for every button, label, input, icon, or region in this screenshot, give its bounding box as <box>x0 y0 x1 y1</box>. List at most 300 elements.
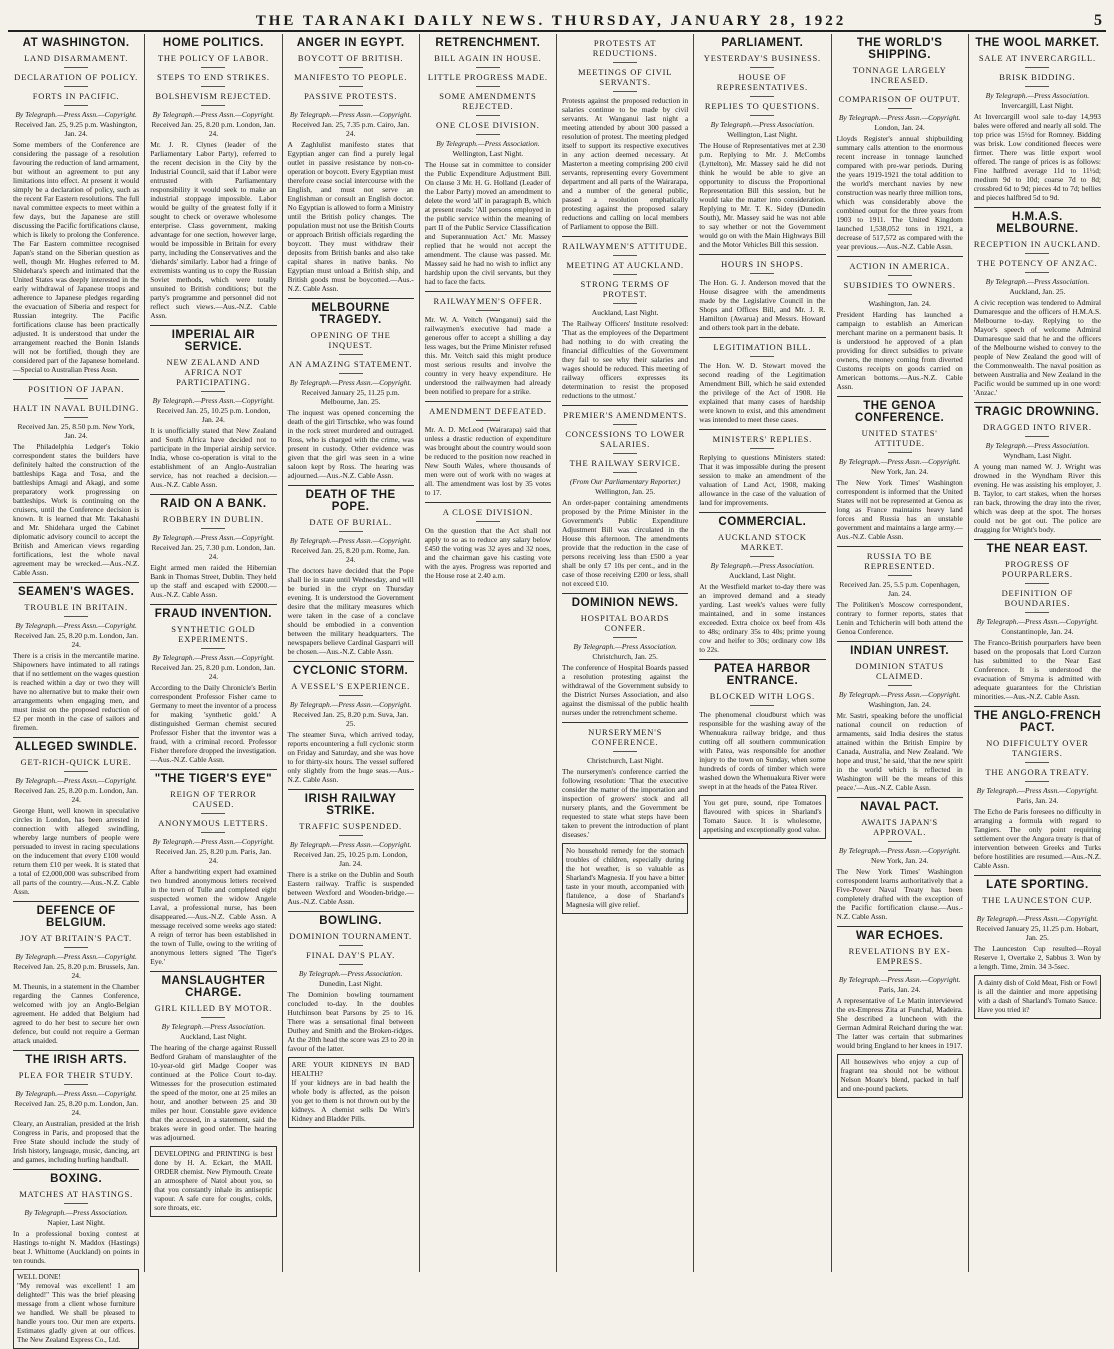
article <box>974 207 1101 397</box>
advertisement-title: WELL DONE! <box>17 1273 61 1281</box>
article-subheading: REVELATIONS BY EX-EMPRESS. <box>837 946 963 971</box>
article <box>699 37 825 249</box>
article-dateline: Constantinople, Jan. 24. <box>1001 627 1074 636</box>
article-headline: THE WOOL MARKET. <box>975 37 1100 49</box>
article <box>150 494 276 599</box>
article <box>13 1050 139 1164</box>
article-divider <box>150 769 276 770</box>
article-subheading: THE RAILWAY SERVICE. <box>562 458 688 473</box>
column-4 <box>420 34 557 1272</box>
column-7 <box>832 34 969 1272</box>
article <box>562 38 688 231</box>
article-credit: By Telegraph.—Press Assn.—Copyright. <box>976 786 1099 795</box>
advertisement <box>562 843 688 914</box>
article-headline: PATEA HARBOR ENTRANCE. <box>714 663 811 687</box>
article-body: A Zaghlulist manifesto states that Egyptian anger can find a purely legal outlet in passive resistance by non-co-operation or boycott. Every Egyptian must therefore cease social intercourse with the English, and must not serve an Englishman or consult an English doctor. No Egyptian is allowed to form a Ministry until the British policy changes. The population must not use the British Courts or approach British officials regarding the boycott. They must withdraw their deposits from British banks and also take capital shares in native banks. No Egyptian must unload a British ship, and British goods must be boycotted.—Aus.-N.Z. Cable Assn. <box>287 140 414 293</box>
article-subheading: PROGRESS OF POURPARLERS. <box>974 559 1101 584</box>
article-body: George Hunt, well known in speculative circles in London, has been arrested in connection with alleged swindling, whereby large numbers of people were persuaded to invest in racing speculations on the inducement that every £100 would return them £10 per week. It is stated that a total of £2,000,000 was subscribed from all parts of the country.—Aus.-N.Z. Cable Assn. <box>13 806 140 896</box>
advertisement-text: DEVELOPING and PRINTING is best done by H. A. Eckart, the MAIL ORDER chemist. New Plymouth. Create an atmosphere of Natol about you, so that you constantly inhale its antiseptic vapour. A safe cure for coughs, colds, sore throats, etc. <box>154 1150 273 1212</box>
article-body: The phenomenal cloudburst which was responsible for the washing away of the Whenuakura railway bridge, and thus cutting off all southern communication with Patea, was responsible for another injury to the town on Sunday, when some hundreds of cords of timber which were washed down the Whenuakura River were swept in at the heads of the Patea River. <box>699 710 826 791</box>
article <box>150 37 276 320</box>
article-dateline: Auckland, Jan. 25. <box>1009 287 1066 296</box>
article-subheading: BRISK BIDDING. <box>974 72 1101 87</box>
article-subheading: MANIFESTO TO PEOPLE. <box>288 72 414 87</box>
article-body: The New York Times' Washington correspondent is informed that the United States will not be represented at Genoa as long as France maintains heavy land forces and Russia has an unstable government and maintains a large army.—Aus.-N.Z. Cable Assn. <box>836 478 963 541</box>
article-subheading: DRAGGED INTO RIVER. <box>974 422 1101 437</box>
article-dateline: Wellington, Last Night. <box>452 149 524 158</box>
article-divider <box>288 661 414 662</box>
article-credit: By Telegraph.—Press Assn.—Copyright. <box>15 621 137 630</box>
article-subheading: BILL AGAIN IN HOUSE. <box>425 53 551 68</box>
article <box>837 37 963 251</box>
article-credit: By Telegraph.—Press Association. <box>436 139 540 148</box>
advertisement-text: "My removal was excellent! I am delighted!" This was the brief pleasing message from a client whose furniture we handled. We shall be pleased to handle yours too. Our men are experts. Estimates gladly given at our offices. The New Zealand Express Co., Ltd. <box>17 1282 136 1344</box>
article-body: Eight armed men raided the Hibernian Bank in Thomas Street, Dublin. They held up the staff and escaped with £2000.—Aus.-N.Z. Cable Assn. <box>150 563 277 599</box>
article-body: The steamer Suva, which arrived today, reports encountering a full cyclonic storm on Friday and Saturday, and she was hove to for thirty-six hours. The vessel suffered only slightly from the huge seas.—Aus.-N.Z. Cable Assn. <box>287 730 414 784</box>
article-subheading: CONCESSIONS TO LOWER SALARIES. <box>562 429 688 454</box>
article <box>288 911 414 1053</box>
article-credit: By Telegraph.—Press Assn.—Copyright. <box>838 975 961 984</box>
article <box>288 298 414 480</box>
article-divider <box>974 402 1101 403</box>
article-divider <box>13 737 139 738</box>
article-body: An order-paper containing amendments proposed by the Prime Minister in the Government's Public Expenditure Adjustment Bill was circulated in the House this afternoon. The amendments provide that the reduction in the case of persons receiving less than £500 a year shall be only £7 10s per cent., and in the case of those receiving £200 or less, shall not exceed £10. <box>562 498 689 588</box>
article-body: The House sat in committee to consider the Public Expenditure Adjustment Bill. On clause 3 Mr. H. G. Holland (Leader of the Labor Party) moved an amendment to delete the word 'all' in paragraph B, which at present reads: 'All persons employed in the public service within the meaning of part II of the Public Service Classification and Superannuation Act.' Mr. Massey replied that he would not accept the amendment. The clause was passed. Mr. Massey said he had no wish to inflict any hardship upon the civil servants, but they had to face the facts. <box>424 160 551 286</box>
article <box>837 546 963 636</box>
article-credit: By Telegraph.—Press Assn.—Copyright. <box>289 378 412 387</box>
article-dateline: Received Jan. 25, 8.20 p.m. Paris, Jan. 24. <box>155 847 272 865</box>
article-subheading: HALT IN NAVAL BUILDING. <box>13 403 139 418</box>
article-subheading: MATCHES AT HASTINGS. <box>13 1189 139 1204</box>
article-headline: PARLIAMENT. <box>721 37 804 49</box>
article-dateline: Auckland, Last Night. <box>729 571 796 580</box>
article-divider <box>974 706 1101 707</box>
column-3 <box>283 34 420 1272</box>
article-headline: IMPERIAL AIR SERVICE. <box>171 329 256 353</box>
article-dateline: Napier, Last Night. <box>47 1218 105 1227</box>
article-divider <box>562 236 688 237</box>
article-dateline: Auckland, Last Night. <box>180 1032 247 1041</box>
article-subheading: MEETINGS OF CIVIL SERVANTS. <box>562 67 688 92</box>
advertisement <box>699 795 825 839</box>
article-body: Protests against the proposed reduction in salaries continue to be made by civil servants. At Wanganui last night a meeting attended by about 300 passed a resolution of protest. The meeting pledged itself to support its respective executives in any action deemed necessary. At Masterton a meeting comprising 200 civil servants, representing every Government department and all parts of the Wairarapa, and a number of the general public, passed a resolution emphatically protesting against the proposed salary reductions and calling on local members of Parliament to oppose the Bill. <box>562 96 689 231</box>
article-headline: H.M.A.S. MELBOURNE. <box>996 211 1079 235</box>
article-dateline: Received Jan. 25, 10.25 p.m. London, Jan. 24. <box>293 850 408 868</box>
article <box>562 722 688 839</box>
article-subheading: THE ANGORA TREATY. <box>974 767 1101 782</box>
article-subheading: RAILWAYMEN'S ATTITUDE. <box>562 241 688 256</box>
article-body: A civic reception was tendered to Admiral Dumaresque and the officers of H.M.A.S. Melbourne to-day. Replying to the Mayor's speech of welcome Admiral Dumaresque said that he and the officers of the Melbourne wished to convey to the people of New Zealand the good will of the Commonwealth. The naval position as between Australia and New Zealand in the Pacific would be summed up in one word: 'Anzac.' <box>973 298 1101 397</box>
article <box>699 659 825 791</box>
article-credit: By Telegraph.—Press Assn.—Copyright. <box>838 846 961 855</box>
article-body: At the Westfield market to-day there was an improved demand and a steady yarding. Last week's values were fully maintained, and in some instances exceeded. Extra choice ox beef from 43s to 48s; ordinary 35s to 40s; prime young cow and heifer to 30s; ordinary cow 18s to 22s. <box>699 582 826 654</box>
article-divider <box>425 401 551 402</box>
article-dateline: Received Jan. 25, 8.20 p.m. Suva, Jan. 25. <box>292 710 409 728</box>
article <box>425 291 551 396</box>
article-divider <box>288 485 414 486</box>
article-body: Some members of the Conference are considering the passage of a resolution favouring the reduction of land armament, but without an agreement to put any limitations into effect. At present it would simply be a declaration of policy, such as the recent Far Eastern resolutions. The full naval committee expects to meet within a few days, but the Japanese are still discussing the Pacific fortifications clause, which is likely to prolong the Conference. The Far Eastern committee recognised Japan's stand on the Siberian question as well, though Mr. Hughes referred to M. Shidehara's speech and intimated that the United States was deeply interested in the early withdrawal of Japanese troops and adherence to Japanese pledges regarding the evacuation of Siberia and respect for Russian integrity. The Pacific fortifications clause has been practically adjusted. It is understood that under the arrangement reached the Bonin Islands will not be fortified, though they are considered part of the Japanese homeland.—Special to Australian Press Assn. <box>13 140 140 374</box>
advertisement <box>13 1269 139 1349</box>
article-body: Mr. J. R. Clynes (leader of the Parliamentary Labor Party), referred to the recent decision in the City by the Industrial Council, said that if Labor were entrusted with Parliamentary responsibility it would seek to make an industrial stoppage impossible. Labor would be guilty of the greatest folly if it sought to check or overawe wholesome enterprise. Class government, making advantage for one section, however large, would be impossible in Britain for every party, including the Conservatives and the 'diehards' similarly. Labor had a fringe of extremists wanting us to copy the Russian Soviet methods, which were totally unsuited to British conditions; but the party's programme and personnel did not reflect such views.—Aus.-N.Z. Cable Assn. <box>150 140 277 320</box>
article-body: Mr. Sastri, speaking before the unofficial national council on reduction of armaments, said India desires the status attained within the British Empire by Canada, Australia, and New Zealand. 'We hope and trust,' he said, 'that the new spirit in the world which is reflected in Washington will be the means of this peace.'—Aus.-N.Z. Cable Assn. <box>836 711 963 792</box>
article-body: The Railway Officers' Institute resolved: 'That as the employees of the Department had nothing to do with creating the financial difficulties of the Government they fail to see why their salaries and wages should be reduced. This meeting of railway officers expresses its determination to resist the proposed reductions to the utmost.' <box>562 319 689 400</box>
article-subheading: STRONG TERMS OF PROTEST. <box>562 279 688 304</box>
article-subheading: RECEPTION IN AUCKLAND. <box>974 239 1101 254</box>
article-body: The Launceston Cup resulted—Royal Reserve 1, Overtake 2, Sabbus 3. Won by a length. Time, 2min. 34 3-5sec. <box>973 944 1101 971</box>
article-credit: By Telegraph.—Press Assn.—Copyright. <box>838 457 961 466</box>
article-headline: THE WORLD'S SHIPPING. <box>856 37 943 61</box>
article-dateline: Wyndham, Last Night. <box>1003 451 1072 460</box>
article-divider <box>837 797 963 798</box>
article-divider <box>13 379 139 380</box>
article-subheading: NO DIFFICULTY OVER TANGIERS. <box>974 738 1101 763</box>
article-divider <box>837 546 963 547</box>
article-dateline: Received Jan. 25, 8.20 p.m. London, Jan. 24. <box>14 1099 139 1117</box>
article-headline: CYCLONIC STORM. <box>292 665 409 677</box>
article-subheading: RUSSIA TO BE REPRESENTED. <box>837 551 963 576</box>
article-subheading: DOMINION STATUS CLAIMED. <box>837 661 963 686</box>
article-subheading: ANONYMOUS LETTERS. <box>150 818 276 833</box>
article-headline: WAR ECHOES. <box>855 930 944 942</box>
article-divider <box>288 911 414 912</box>
article-credit: By Telegraph.—Press Association. <box>710 120 815 129</box>
article-body: The nurserymen's conference carried the following resolution: 'That the executive consider the matter of the importation and inspection of growers' stock and all nursery plants, and the Government be requested to state what steps have been taken to prevent the introduction of plant diseases.' <box>562 767 689 839</box>
article-subheading: MINISTERS' REPLIES. <box>699 434 825 449</box>
article-dateline: Washington, Jan. 24. <box>868 299 931 308</box>
article-dateline: New York, Jan. 24. <box>870 856 929 865</box>
article-headline: COMMERCIAL. <box>718 516 807 528</box>
article-subheading: UNITED STATES' ATTITUDE. <box>837 428 963 453</box>
advertisement-text: A dainty dish of Cold Meat, Fish or Fowl is all the daintier and more appetising with a dash of Sharland's Tomato Sauce. Have you tried it? <box>977 979 1097 1014</box>
article-headline: SEAMEN'S WAGES. <box>17 586 135 598</box>
article-subheading: A CLOSE DIVISION. <box>425 507 551 522</box>
article-dateline: Received Jan. 25, 7.30 p.m. London, Jan. 24. <box>151 543 276 561</box>
article-dateline: Wellington, Last Night. <box>727 130 798 139</box>
article-subheading: LEGITIMATION BILL. <box>699 342 825 357</box>
article-subheading: BLOCKED WITH LOGS. <box>699 691 825 706</box>
article-headline: ANGER IN EGYPT. <box>296 37 405 49</box>
article <box>699 429 825 507</box>
article-divider <box>699 659 825 660</box>
article-body: It is unofficially stated that New Zealand and South Africa have decided not to participate in the Imperial airship service. India, whose co-operation is vital to the establishment of an Anglo-Australian service, has not reached a decision.—Aus.-N.Z. Cable Assn. <box>150 426 277 489</box>
article-credit: By Telegraph.—Press Assn.—Copyright. <box>15 952 137 961</box>
article-dateline: Received Jan. 25, 9.25 p.m. Washington, Jan. 24. <box>14 120 138 138</box>
article-subheading: ONE CLOSE DIVISION. <box>425 120 551 135</box>
article <box>837 926 963 1050</box>
article-body: There is a crisis in the mercantile marine. Shipowners have intimated to all ratings that if no settlement on the wages question is reached within a day or two they will have no alternative but to make their own arrangements when engaging men, and must insist on the proposed reduction of £2 per month in the case of sailors and firemen. <box>13 651 140 732</box>
article-subheading: AMENDMENT DEFEATED. <box>425 406 551 421</box>
article-credit: By Telegraph.—Press Assn.—Copyright. <box>289 536 412 545</box>
masthead <box>8 2 1106 32</box>
article-subheading: OPENING OF THE INQUEST. <box>288 330 414 355</box>
article-body: Replying to questions Ministers stated: That it was impossible during the present session to make an amendment of the valuation of Land Act, 1908, making allowance in the case of the valuation of land for improvements. <box>699 453 826 507</box>
page-number: 5 <box>1094 12 1102 29</box>
column-8 <box>969 34 1106 1272</box>
article-subheading: ROBBERY IN DUBLIN. <box>150 514 276 529</box>
article <box>837 396 963 541</box>
article <box>13 1169 139 1265</box>
newspaper-columns <box>8 34 1106 1344</box>
article-subheading: FINAL DAY'S PLAY. <box>288 950 414 965</box>
article-subheading: TROUBLE IN BRITAIN. <box>13 602 139 617</box>
article-divider <box>425 291 551 292</box>
article-dateline: Received Jan. 25, 8.20 p.m. London, Jan. 24. <box>14 631 139 649</box>
article-headline: ALLEGED SWINDLE. <box>14 741 138 753</box>
article-body: The Philadelphia Ledger's Tokio correspondent states the builders have definitely halted the construction of the battleships Kaga and Tosa, and the battleships Amagi and Akagi, and some preparatory work progressing on battleships. Work is continuing on the cruisers, until the Conference decision is known. It is learned that Mr. Takahashi and Mr. Shidehara urged the Cabinet diplomatic advisory council to accept the British and American views regarding fortifications, lest the whole naval agreement may be wrecked.—Aus.-N.Z. Cable Assn. <box>13 442 140 577</box>
article-subheading: BOLSHEVISM REJECTED. <box>150 91 276 106</box>
advertisement-text: All housewives who enjoy a cup of fragrant tea should not be without Nelson Moate's blend, packed in half and one-pound packets. <box>840 1058 959 1093</box>
article <box>288 485 414 656</box>
article-subheading: TONNAGE LARGELY INCREASED. <box>837 65 963 90</box>
article-divider <box>699 254 825 255</box>
article-subheading: JOY AT BRITAIN'S PACT. <box>13 933 139 948</box>
article-divider <box>837 396 963 397</box>
article <box>837 797 963 921</box>
article-subheading: AWAITS JAPAN'S APPROVAL. <box>837 817 963 842</box>
article-subheading: DECLARATION OF POLICY. <box>13 72 139 87</box>
article <box>974 37 1101 202</box>
article-divider <box>837 926 963 927</box>
article-divider <box>562 593 688 594</box>
article-body: In a professional boxing contest at Hastings to-night N. Maddox (Hastings) beat J. Whittome (Auckland) on points in ten rounds. <box>13 1229 140 1265</box>
article-body: President Harding has launched a campaign to establish an American merchant marine on a permanent basis. It is understood he approved of a plan providing for direct subsidies to private owners, the money coming from diverted Customs receipts on goods carried on American bottoms.—Aus.-N.Z. Cable Assn. <box>836 310 963 391</box>
article <box>974 706 1101 870</box>
article-headline: THE GENOA CONFERENCE. <box>855 400 945 424</box>
advertisement <box>974 975 1101 1019</box>
article-subheading: NEW ZEALAND AND AFRICA NOT PARTICIPATING. <box>150 357 276 392</box>
article-dateline: London, Jan. 24. <box>874 123 925 132</box>
article-credit: By Telegraph.—Press Assn.—Copyright. <box>289 840 412 849</box>
article-subheading: SALE AT INVERCARGILL. <box>974 53 1101 68</box>
article-body: Mr. W. A. Veitch (Wanganui) said the railwaymen's executive had made a generous offer to accept a shilling a day less wages, but the Prime Minister refused this. Mr. Veitch said this might produce most serious results and involve the country in very heavy expenditure. He understood the railwaymen had already been notified to prepare for a strike. <box>424 315 551 396</box>
article-subheading: THE LAUNCESTON CUP. <box>974 895 1101 910</box>
article-dateline: Received January 25, 11.25 p.m. Hobart, Jan. 25. <box>976 924 1099 942</box>
article-subheading: REIGN OF TERROR CAUSED. <box>150 789 276 814</box>
article-dateline: Received Jan. 25, 10.25 p.m. London, Jan. 24. <box>156 406 271 424</box>
article-headline: INDIAN UNREST. <box>850 645 950 657</box>
article <box>13 582 139 732</box>
article-credit: By Telegraph.—Press Association. <box>298 969 403 978</box>
article-subheading: DEFINITION OF BOUNDARIES. <box>974 588 1101 613</box>
article-subheading: HOUSE OF REPRESENTATIVES. <box>699 72 825 97</box>
article-dateline: Received Jan. 25, 7.35 p.m. Cairo, Jan. 24. <box>291 120 410 138</box>
article-dateline: Wellington, Jan. 25. <box>595 487 656 496</box>
article-subheading: YESTERDAY'S BUSINESS. <box>699 53 825 68</box>
article <box>13 37 139 374</box>
article-body: The New York Times' Washington correspondent learns authoritatively that a Five-Power Naval Treaty has been completely drafted with the exception of the Pacific fortification clause.—Aus.-N.Z. Cable Assn. <box>836 867 963 921</box>
article-body: M. Theunis, in a statement in the Chamber regarding the Cannes Conference, welcomed with joy an Anglo-Belgian agreement. He added that Belgium had agreed to do her best to secure her own defence, but could not require a German attack unaided. <box>13 982 140 1045</box>
column-1 <box>8 34 145 1344</box>
article-credit: By Telegraph.—Press Association. <box>573 642 677 651</box>
article-divider <box>288 298 414 299</box>
advertisement <box>837 1054 963 1098</box>
advertisement <box>150 1146 276 1217</box>
article <box>562 236 688 400</box>
article <box>13 737 139 896</box>
article-credit: By Telegraph.—Press Association. <box>985 91 1090 100</box>
article-subheading: THE POLICY OF LABOR. <box>150 53 276 68</box>
article-headline: MELBOURNE TRAGEDY. <box>311 302 390 326</box>
article-dateline: Christchurch, Jan. 25. <box>592 652 658 661</box>
article-subheading: FORTS IN PACIFIC. <box>13 91 139 106</box>
article-headline: HOME POLITICS. <box>162 37 264 49</box>
article-body: A young man named W. J. Wright was drowned in the Wyndham River this evening. He was assisting his employer, J. B. Taylor, to cart stakes, when the horses ran back, throwing the dray into the river, which was deep at the spot. The horses could not be got out. The police are dragging for Wright's body. <box>973 462 1101 534</box>
article-divider <box>974 207 1101 208</box>
article-divider <box>837 641 963 642</box>
advertisement <box>288 1057 414 1128</box>
article-divider <box>13 1050 139 1051</box>
article-body: There is a strike on the Dublin and South Eastern railway. Traffic is suspended between Wexford and Wooden-bridge.—Aus.-N.Z. Cable Assn. <box>287 870 414 906</box>
article <box>150 604 276 764</box>
article-credit: By Telegraph.—Press Assn.—Copyright. <box>976 914 1099 923</box>
article-subheading: AN AMAZING STATEMENT. <box>288 359 414 374</box>
article-headline: AT WASHINGTON. <box>22 37 130 49</box>
article-headline: RETRENCHMENT. <box>435 37 541 49</box>
column-5 <box>557 34 694 1272</box>
article-subheading: TRAFFIC SUSPENDED. <box>288 821 414 836</box>
article <box>13 379 139 577</box>
article-body: According to the Daily Chronicle's Berlin correspondent Professor Fisher came to Germany to meet the inventor of a process for making 'synthetic gold.' A distinguished German chemist secured Professor Fisher that the inventor was a fraud, with a criminal record. Professor Fisher therefore dropped the investigation.—Aus.-N.Z. Cable Assn. <box>150 683 277 764</box>
article-credit: By Telegraph.—Press Assn.—Copyright. <box>289 110 412 119</box>
article-subheading: NURSERYMEN'S CONFERENCE. <box>562 727 688 752</box>
article-credit: By Telegraph.—Press Assn.—Copyright. <box>152 533 275 542</box>
article-headline: IRISH RAILWAY STRIKE. <box>304 793 397 817</box>
article-subheading: DOMINION TOURNAMENT. <box>288 931 414 946</box>
advertisement-title: ARE YOUR KIDNEYS IN BAD HEALTH? <box>291 1061 410 1078</box>
article-dateline: Paris, Jan. 24. <box>878 985 921 994</box>
article-headline: DOMINION NEWS. <box>571 597 679 609</box>
article-credit: By Telegraph.—Press Association. <box>161 1022 266 1031</box>
article <box>699 254 825 332</box>
article <box>13 901 139 1045</box>
article-body: The hearing of the charge against Russell Bedford Graham of manslaughter of the 10-year-old girl Madge Cooper was continued at the Police Court to-day. Witnesses for the prosecution estimated the speed of the motor, one at 25 miles an hour, and another between 25 and 30 miles per hour. Constable gave evidence that the accused, in a statement, said the brakes were in good order. The hearing was adjourned. <box>150 1043 277 1142</box>
article <box>837 641 963 792</box>
article-credit: By Telegraph.—Press Association. <box>985 441 1090 450</box>
article-body: The conference of Hospital Boards passed a resolution protesting against the withdrawal of the Government subsidy to the District Nurses Association, and also against the dismissal of the public health nurses under the retrenchment scheme. <box>562 663 689 717</box>
article-headline: THE IRISH ARTS. <box>25 1054 127 1066</box>
article-divider <box>562 405 688 406</box>
article-divider <box>974 539 1101 540</box>
article <box>562 593 688 717</box>
article-headline: DEFENCE OF BELGIUM. <box>36 905 116 929</box>
article <box>425 401 551 497</box>
article-subheading: AUCKLAND STOCK MARKET. <box>699 532 825 557</box>
article-dateline: New York, Jan. 24. <box>870 467 929 476</box>
article-subheading: A VESSEL'S EXPERIENCE. <box>288 681 414 696</box>
article-subheading: REPLIES TO QUESTIONS. <box>699 101 825 116</box>
article-dateline: Received Jan. 25, 8.20 p.m. Brussels, Jan. 24. <box>13 962 140 980</box>
article-subheading: POSITION OF JAPAN. <box>13 384 139 399</box>
article-body: After a handwriting expert had examined two hundred anonymous letters received in the town of Tulle and completed eight suspected women the widow Angele Laval, a professional nurse, has been disappeared.—Aus.-N.Z. Cable Assn. A message received some weeks ago stated: A reign of terror has been established in the town of Tulle, owing to the writing of anonymous letters signed 'The Tiger's Eye.' <box>150 867 277 966</box>
article-dateline: Washington, Jan. 24. <box>868 700 931 709</box>
article-headline: DEATH OF THE POPE. <box>305 489 396 513</box>
article-credit: By Telegraph.—Press Assn.—Copyright. <box>152 396 275 405</box>
article-credit: By Telegraph.—Press Association. <box>710 561 815 570</box>
article-credit: By Telegraph.—Press Assn.—Copyright. <box>838 690 961 699</box>
article-body: The Dominion bowling tournament concluded to-day. In the doubles Hutchinson beat Parsons by 25 to 16. There was a sensational final between Duthey and Smith and the Broken-ridges. At the 20th head the score was 23 to 20 in favour of the latter. <box>287 990 414 1053</box>
article-divider <box>150 325 276 326</box>
article-divider <box>699 337 825 338</box>
article <box>150 769 276 966</box>
article-body: The House of Representatives met at 2.30 p.m. Replying to Mr. J. McCombs (Lyttelton), Mr. Massey said he did not think he would be able to give an opportunity to discuss the Proportional Representation Bill this session, but he would take the matter into consideration. Replying to Mr. T. K. Sidey (Dunedin South), Mr. Massey said he was not able to say whether or not the Government would go on with the Main Highways Bill and the Motor Vehicles Bill this session. <box>699 141 826 249</box>
article-body: The Echo de Paris foresees no difficulty in arranging a formula with regard to Tangiers. The only point requiring settlement over the Angora treaty is that of intervention between Greeks and Turks before hostilities are resumed.—Aus.-N.Z. Cable Assn. <box>973 807 1101 870</box>
article-subheading: LITTLE PROGRESS MADE. <box>425 72 551 87</box>
article-headline: MANSLAUGHTER CHARGE. <box>161 975 266 999</box>
article-divider <box>562 722 688 723</box>
article-dateline: Auckland, Last Night. <box>591 308 659 317</box>
article-body: Cleary, an Australian, presided at the Irish Congress in Paris, and proposed that the Free State should include the study of Irish history, language, music, dancing, art and games, including hurling handball. <box>13 1119 140 1164</box>
article-headline: BOWLING. <box>319 915 383 927</box>
article-subheading: SUBSIDIES TO OWNERS. <box>837 280 963 295</box>
article-subheading: GET-RICH-QUICK LURE. <box>13 757 139 772</box>
article-subheading: COMPARISON OF OUTPUT. <box>837 94 963 109</box>
article-body: The Politiken's Moscow correspondent, contrary to former reports, states that Lenin and Tchicherin will both attend the Genoa Conference. <box>836 600 963 636</box>
article <box>288 789 414 906</box>
article-body: A representative of Le Matin interviewed the ex-Empress Zita at Funchal, Madeira. She described a luncheon with the German Admiral Reichard during the war. The latter was certain that submarines would bring England to her knees in 1917. <box>836 996 963 1050</box>
article-credit: By Telegraph.—Press Assn.—Copyright. <box>152 110 275 119</box>
article-dateline: Invercargill, Last Night. <box>1001 101 1074 110</box>
article <box>425 37 551 286</box>
article-subheading: HOURS IN SHOPS. <box>699 259 825 274</box>
article-headline: FRAUD INVENTION. <box>154 608 272 620</box>
article-divider <box>150 971 276 972</box>
article-body: The Hon. G. J. Anderson moved that the House disagree with the amendments made by the Legislative Council in the Shops and Offices Bill, and Mr. J. R. Hamilton (Awarua) and Messrs. Howard and others took part in the debate. <box>699 278 826 332</box>
article-credit: By Telegraph.—Press Assn.—Copyright. <box>15 776 137 785</box>
article-dateline: Received January 25, 11.25 p.m. Melbourne, Jan. 25. <box>301 388 400 406</box>
article-divider <box>13 582 139 583</box>
article-dateline: Received Jan. 25, 8.20 p.m. London, Jan. 24. <box>151 120 276 138</box>
article-subheading: PASSIVE PROTESTS. <box>288 91 414 106</box>
article-subheading: HOSPITAL BOARDS CONFER. <box>562 613 688 638</box>
article-headline: THE ANGLO-FRENCH PACT. <box>973 710 1101 734</box>
article-headline: LATE SPORTING. <box>986 879 1089 891</box>
newspaper-title: THE TARANAKI DAILY NEWS. THURSDAY, JANUARY 28, 1922 <box>255 13 847 29</box>
article-divider <box>699 512 825 513</box>
article-dateline: Received Jan. 25, 8.20 p.m. London, Jan. 24. <box>14 786 139 804</box>
article-headline: RAID ON A BANK. <box>160 498 267 510</box>
article-body: The Hon. W. D. Stewart moved the second reading of the Legitimation Amendment Bill, which he said extended the privilege of the Act of 1908. He explained that many cases of hardship were known to exist, and this amendment was intended to meet these cases. <box>699 361 826 424</box>
article-credit: (From Our Parliamentary Reporter.) <box>569 477 681 486</box>
article <box>288 37 414 293</box>
article-dateline: Received Jan. 25, 8.20 p.m. London, Jan. 24. <box>151 663 276 681</box>
article-subheading: ACTION IN AMERICA. <box>837 261 963 276</box>
article <box>562 405 688 588</box>
article-headline: TRAGIC DROWNING. <box>975 406 1100 418</box>
article-subheading: SOME AMENDMENTS REJECTED. <box>425 91 551 116</box>
article <box>288 661 414 784</box>
advertisement-text: No household remedy for the stomach troubles of children, especially during the hot weather, is so valuable as Sharland's Magnesia. If you have a bitter taste in your mouth, accompanied with flatulence, a dose of Sharland's Magnesia will give relief. <box>566 847 685 909</box>
article-subheading: LAND DISARMAMENT. <box>13 53 139 68</box>
article-subheading: PREMIER'S AMENDMENTS. <box>562 410 688 425</box>
article-subheading: RAILWAYMEN'S OFFER. <box>425 296 551 311</box>
advertisement-text: If your kidneys are in bad health the whole body is affected, as the poison you get to them is not thrown out by the kidneys. A chemist sells De Witt's Kidney and Bladder Pills. <box>291 1079 410 1123</box>
article-body: The inquest was opened concerning the death of the girl Tirtschke, who was found in the rock street murdered and outraged. Ross, who is charged with the crime, was present in custody. Other evidence was given that the girl was seen in a wine saloon kept by Ross. The hearing was adjourned.—Aus.-N.Z. Cable Assn. <box>287 408 414 480</box>
article <box>837 256 963 391</box>
article-credit: By Telegraph.—Press Assn.—Copyright. <box>15 1089 137 1098</box>
article-subheading: PROTESTS AT REDUCTIONS. <box>562 38 688 63</box>
article-headline: BOXING. <box>50 1173 103 1185</box>
article-divider <box>699 429 825 430</box>
article <box>974 539 1101 701</box>
article <box>699 337 825 424</box>
article-dateline: Dunedin, Last Night. <box>318 979 383 988</box>
article <box>699 512 825 654</box>
article <box>150 971 276 1142</box>
article-body: On the question that the Act shall not apply to so as to reduce any salary below £450 the voting was 32 ayes and 32 noes, and the chairman gave his casting vote with the ayes. Progress was reported and the House rose at 2.40 a.m. <box>424 526 551 580</box>
article-divider <box>150 604 276 605</box>
article-dateline: Received Jan. 25, 5.5 p.m. Copenhagen, Jan. 24. <box>839 580 960 598</box>
advertisement-text: You get pure, sound, ripe Tomatoes flavoured with spices in Sharland's Tomato Sauce. It is wholesome, appetising and exceptionally good value. <box>703 799 822 834</box>
